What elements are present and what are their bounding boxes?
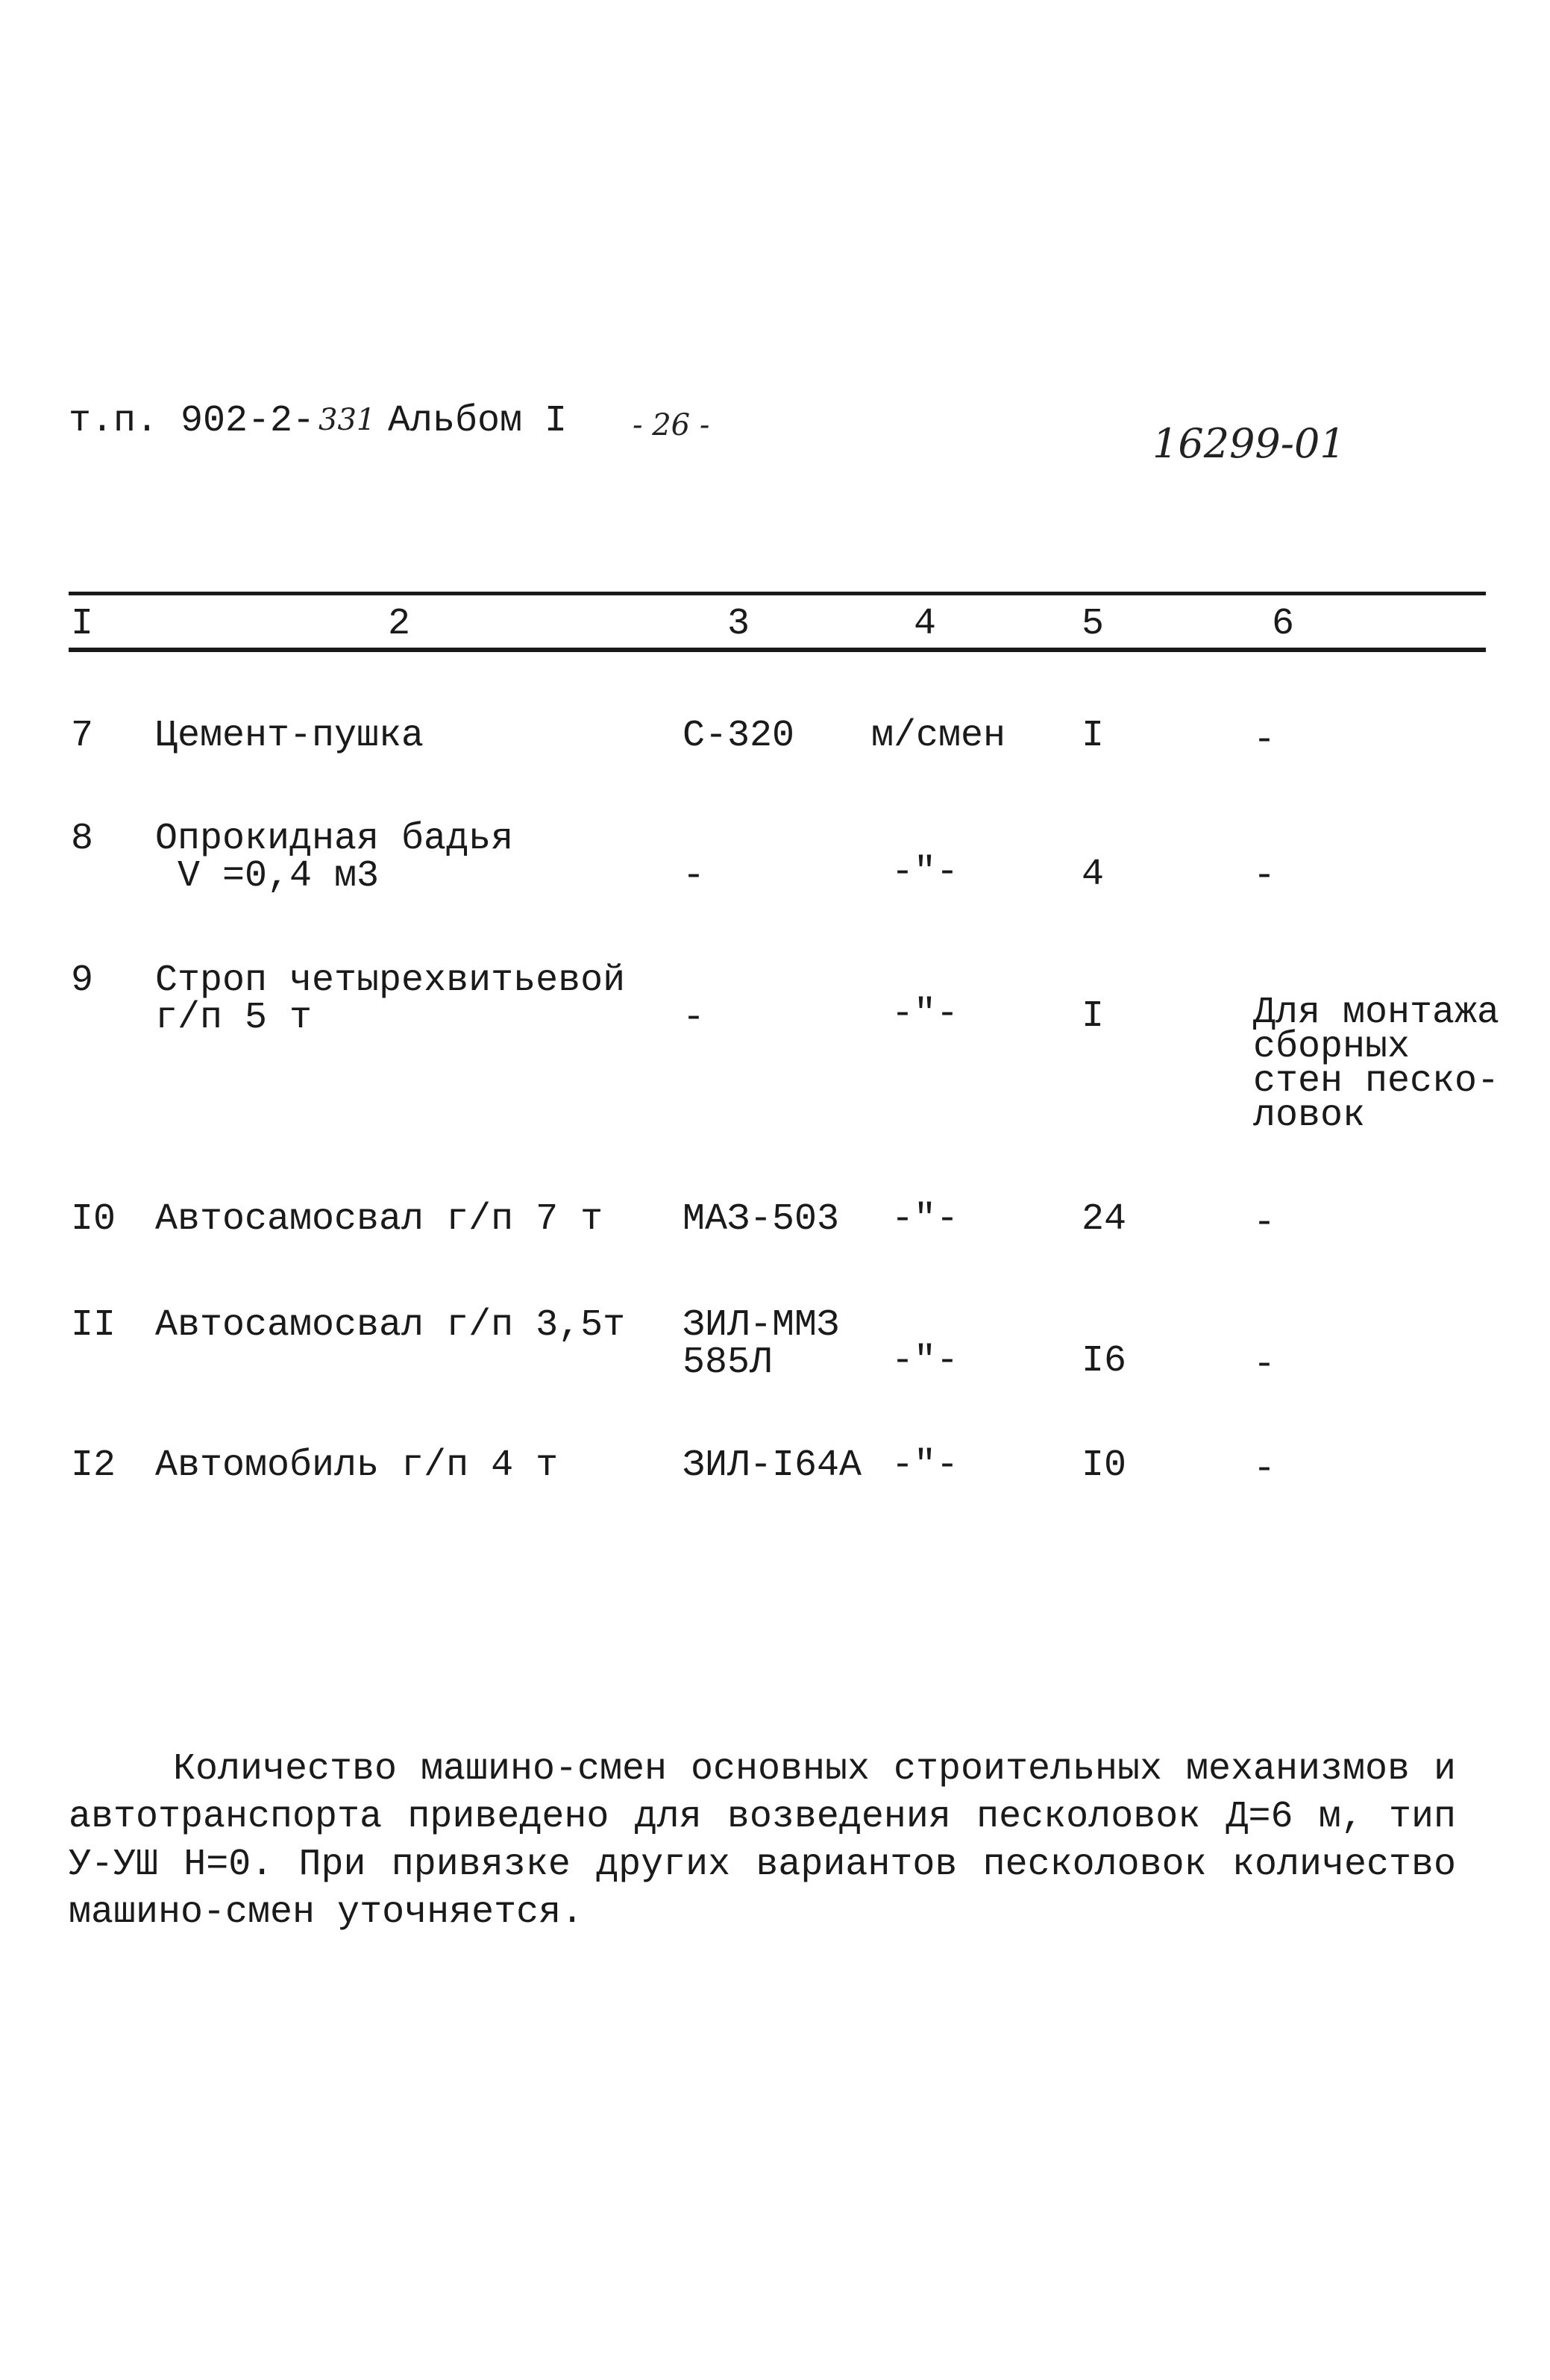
row-unit: -"- bbox=[891, 1340, 959, 1382]
doc-number-handwritten: 331 bbox=[319, 403, 376, 437]
album-label: Альбом I bbox=[388, 400, 568, 442]
row-unit: -"- bbox=[891, 1444, 959, 1487]
row-unit: -"- bbox=[891, 1198, 959, 1241]
row-model: С-320 bbox=[683, 715, 795, 757]
row-qty: I bbox=[1082, 995, 1105, 1038]
row-name: Цемент-пушка bbox=[155, 715, 424, 757]
column-number-5: 5 bbox=[1082, 603, 1105, 645]
row-unit: м/смен bbox=[871, 715, 1006, 757]
table-header-bottom-rule bbox=[69, 648, 1486, 652]
row-note: - bbox=[1253, 1202, 1276, 1244]
column-number-2: 2 bbox=[388, 603, 411, 645]
row-model: - bbox=[683, 855, 706, 898]
row-number: 8 bbox=[71, 818, 94, 860]
row-note: Для монтажа сборных стен песко- ловок bbox=[1253, 992, 1500, 1137]
row-note: - bbox=[1253, 855, 1276, 898]
row-model: ЗИЛ-ММЗ 585Л bbox=[683, 1304, 840, 1384]
table-top-rule bbox=[69, 592, 1486, 595]
row-unit: -"- bbox=[891, 993, 959, 1036]
column-number-1: I bbox=[71, 603, 94, 645]
row-number: I2 bbox=[71, 1444, 116, 1487]
doc-prefix: т.п. 902-2- bbox=[69, 400, 316, 442]
row-unit: -"- bbox=[891, 851, 959, 894]
row-name: Автосамосвал г/п 3,5т bbox=[155, 1304, 626, 1347]
footnote-paragraph: Количество машино-смен основных строительных механизмов и автотранспорта приведено для возведения песколовок Д=6 м, тип У-УШ Н=0. При привязке других вариантов песколовок количество машино-смен уточняется. bbox=[69, 1748, 1456, 1934]
row-qty: 4 bbox=[1082, 854, 1105, 896]
row-qty: I6 bbox=[1082, 1340, 1127, 1382]
row-model: ЗИЛ-I64А bbox=[683, 1444, 862, 1487]
row-number: II bbox=[71, 1304, 116, 1347]
row-note: - bbox=[1253, 719, 1276, 762]
document-code: 16299-01 bbox=[1152, 420, 1346, 467]
column-number-4: 4 bbox=[914, 603, 937, 645]
row-name: Автомобиль г/п 4 т bbox=[155, 1444, 559, 1487]
row-model: - bbox=[683, 997, 706, 1039]
column-number-3: 3 bbox=[727, 603, 750, 645]
row-name: Строп четырехвитьевой г/п 5 т bbox=[155, 959, 626, 1039]
row-qty: I bbox=[1082, 715, 1105, 757]
row-name: Автосамосвал г/п 7 т bbox=[155, 1198, 603, 1241]
row-qty: 24 bbox=[1082, 1198, 1127, 1241]
row-note: - bbox=[1253, 1344, 1276, 1386]
page-number: - 26 - bbox=[633, 408, 710, 442]
row-name: Опрокидная бадья V =0,4 м3 bbox=[155, 818, 514, 898]
row-model: МАЗ-503 bbox=[683, 1198, 840, 1241]
column-number-6: 6 bbox=[1272, 603, 1295, 645]
row-number: 9 bbox=[71, 959, 94, 1002]
row-qty: I0 bbox=[1082, 1444, 1127, 1487]
row-number: I0 bbox=[71, 1198, 116, 1241]
row-number: 7 bbox=[71, 715, 94, 757]
row-note: - bbox=[1253, 1448, 1276, 1491]
